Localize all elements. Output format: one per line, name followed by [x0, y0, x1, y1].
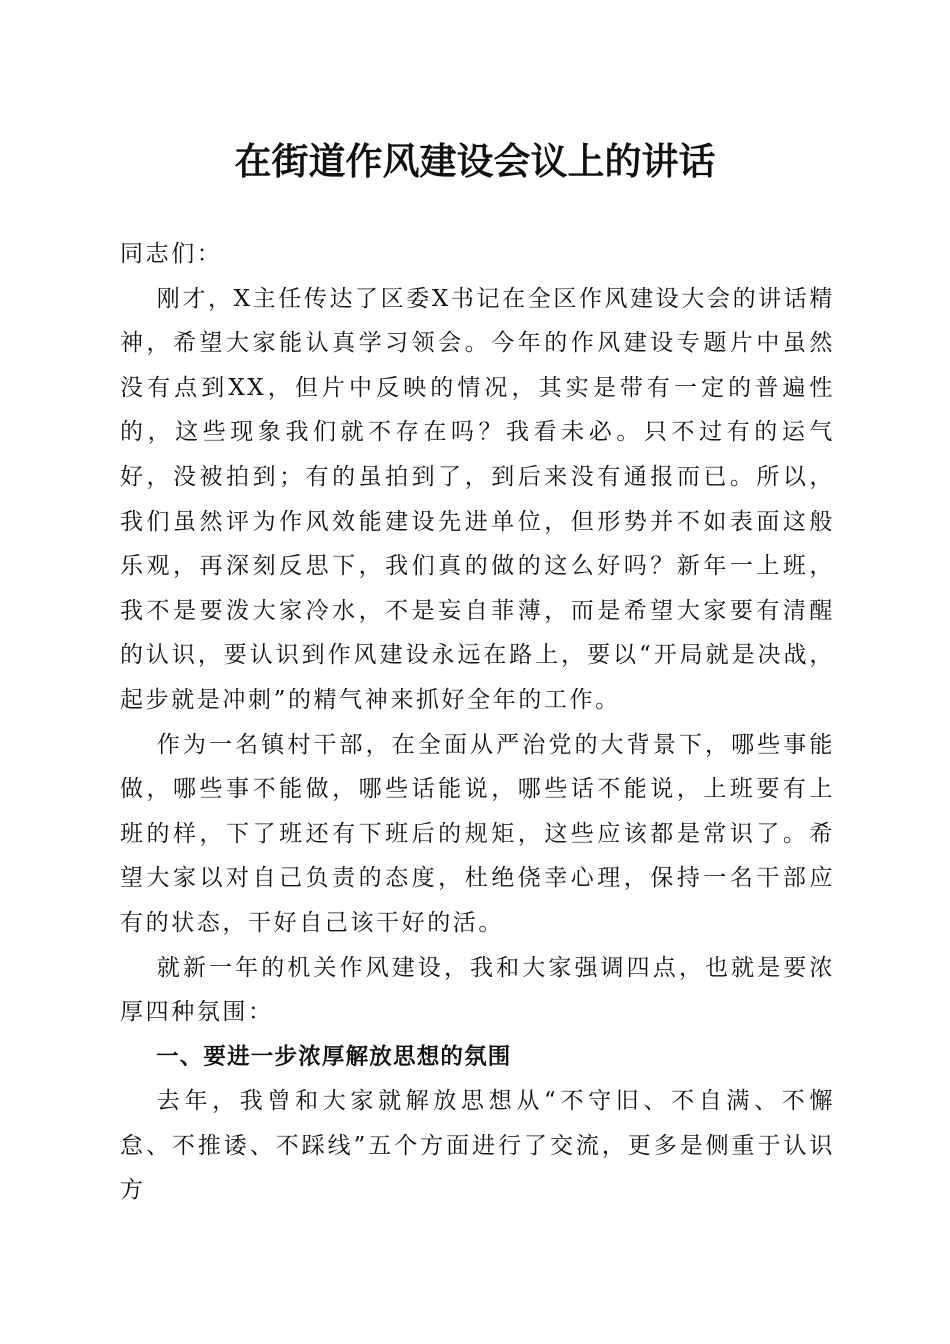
paragraph-cadre-conduct: 作为一名镇村干部，在全面从严治党的大背景下，哪些事能做，哪些事不能做，哪些话能说，哪些话不能说，上班要有上班的样，下了班还有下班后的规矩，这些应该都是常识了。希望大家以对自己负责的态度，杜绝侥幸心理，保持一名干部应有的状态，干好自己该干好的活。	[120, 731, 835, 936]
document-body	[120, 232, 835, 1213]
page-title: 在街道作风建设会议上的讲话	[234, 139, 716, 183]
paragraph-section-1: 去年，我曾和大家就解放思想从“不守旧、不自满、不懈怠、不推诿、不踩线”五个方面进行了交流，更多是侧重于认识方	[120, 1088, 835, 1204]
section-heading-1: 一、要进一步浓厚解放思想的氛围	[156, 1043, 512, 1070]
salutation: 同志们：	[120, 241, 223, 267]
paragraph-intro: 刚才，X主任传达了区委X书记在全区作风建设大会的讲话精神，希望大家能认真学习领会。今年的作风建设专题片中虽然没有点到XX，但片中反映的情况，其实是带有一定的普遍性的，这些现象我们就不存在吗？我看未必。只不过有的运气好，没被拍到；有的虽拍到了，到后来没有通报而已。所以，我们虽然评为作风效能建设先进单位，但形势并不如表面这般乐观，再深刻反思下，我们真的做的这么好吗？新年一上班，我不是要泼大家冷水，不是妄自菲薄，而是希望大家要有清醒的认识，要认识到作风建设永远在路上，要以“开局就是决战，起步就是冲刺”的精气神来抓好全年的工作。	[120, 285, 835, 713]
paragraph-four-points: 就新一年的机关作风建设，我和大家强调四点，也就是要浓厚四种氛围：	[120, 954, 835, 1026]
